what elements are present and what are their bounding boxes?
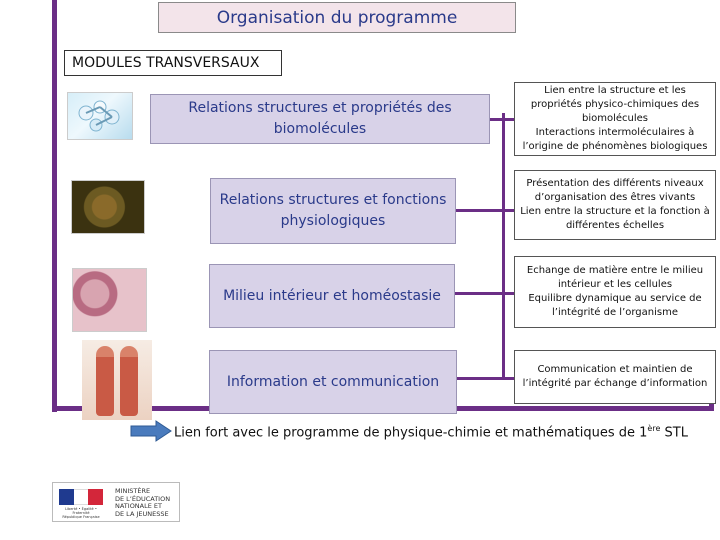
logo-line-4: DE LA JEUNESSE <box>115 509 169 518</box>
module-box-communication: Information et communication <box>209 350 457 414</box>
page-title: Organisation du programme <box>158 2 516 33</box>
tissue-image <box>72 268 147 332</box>
human-body-figure <box>96 346 114 416</box>
connector-row-3 <box>455 292 514 295</box>
logo-line-2: DE L’ÉDUCATION <box>115 494 171 503</box>
footer-link-end: STL <box>660 425 688 441</box>
module-box-physiology: Relations structures et fonctions physiologiques <box>210 178 456 244</box>
detail-box-biomolecules: Lien entre la structure et les propriétés physico-chimiques des biomolécules Interactions intermoléculaires à l’origine de phénomènes biologiques <box>514 82 716 156</box>
connector-row-1 <box>490 118 514 121</box>
connector-vertical <box>502 113 505 380</box>
detail-box-homeostasis: Echange de matière entre le milieu intérieur et les cellules Equilibre dynamique au service de l’intégrité de l’organisme <box>514 256 716 328</box>
modules-label: MODULES TRANSVERSAUX <box>64 50 282 76</box>
connector-row-4 <box>457 377 514 380</box>
connector-row-2 <box>456 209 514 212</box>
detail-box-communication: Communication et maintien de l’intégrité par échange d’information <box>514 350 716 404</box>
module-box-biomolecules: Relations structures et propriétés des biomolécules <box>150 94 490 144</box>
human-body-figure <box>120 346 138 416</box>
footer-link-main: Lien fort avec le programme de physique-chimie et mathématiques de 1 <box>174 425 648 441</box>
logo-motto <box>59 507 103 519</box>
frame-left-bar <box>52 0 57 412</box>
logo-line-3: NATIONALE ET <box>115 502 162 510</box>
human-bodies-image <box>82 340 152 420</box>
right-arrow-icon <box>130 420 172 442</box>
molecule-image <box>67 92 133 140</box>
logo-motto-line: Liberté • Égalité • Fraternité <box>65 507 97 515</box>
footer-link-sup: ère <box>647 424 661 433</box>
logo-line-1: MINISTÈRE <box>115 487 151 495</box>
logo-ministry-text <box>115 488 179 518</box>
logo-country-line: République Française <box>62 515 100 519</box>
ministry-logo <box>52 482 180 522</box>
detail-box-physiology: Présentation des différents niveaux d’organisation des êtres vivants Lien entre la structure et la fonction à différentes échelles <box>514 170 716 240</box>
module-box-homeostasis: Milieu intérieur et homéostasie <box>209 264 455 328</box>
french-flag-icon <box>59 489 103 505</box>
footer-link-text <box>174 419 688 443</box>
cell-image <box>71 180 145 234</box>
